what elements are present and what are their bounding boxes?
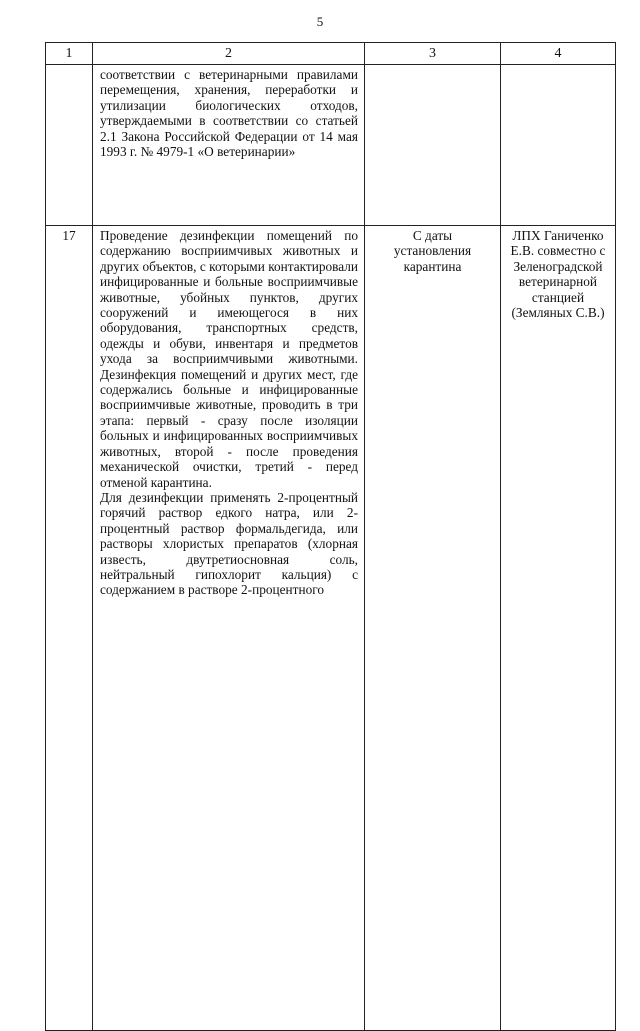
header-col-2: 2 <box>93 43 365 65</box>
deadline-cell <box>365 65 501 226</box>
measure-text: Проведение дезинфекции помещений по содержанию восприимчивых животных и других объектов, с которыми контактировали инфицированные и больные восприимчивые животные, убойных пунктов, других сооружений и имеющегося в них оборудования, транспортных средств, одежды и обуви, инвентаря и предметов ухода за восприимчивыми животными. Дезинфекция помещений и других мест, где содержались больные и инфицированные восприимчивые животные, проводить в три этапа: первый - сразу после изоляции больных и инфицированных восприимчивых животных, второй - после проведения механической очистки, третий - перед отменой карантина. <box>100 228 358 490</box>
deadline-cell: С даты установления карантина <box>365 226 501 1031</box>
measure-text-continued: Для дезинфекции применять 2-процентный горячий раствор едкого натра, или 2-процентный раствор формальдегида, или растворы хлористых препаратов (хлорная известь, двутретиосновная соль, нейтральный гипохлорит кальция) с содержанием в растворе 2-процентного <box>100 489 358 598</box>
header-col-1: 1 <box>46 43 93 65</box>
measure-text: соответствии с ветеринарными правилами перемещения, хранения, переработки и утилизации биологических отходов, утверждаемыми в соответствии со статьей 2.1 Закона Российской Федерации от 14 мая 1993 г. № 4979-1 «О ветеринарии» <box>93 65 365 226</box>
table-header-row <box>46 43 616 65</box>
row-number: 17 <box>46 226 93 1031</box>
header-col-4: 4 <box>501 43 616 65</box>
responsible-cell <box>501 65 616 226</box>
row-number <box>46 65 93 226</box>
measures-table <box>45 42 616 1031</box>
measure-text-cell <box>93 226 365 1031</box>
header-col-3: 3 <box>365 43 501 65</box>
table-row <box>46 226 616 1031</box>
page-number: 5 <box>316 14 324 29</box>
responsible-cell: ЛПХ Ганиченко Е.В. совместно с Зеленоградской ветеринарной станцией (Земляных С.В.) <box>501 226 616 1031</box>
table-row <box>46 65 616 226</box>
